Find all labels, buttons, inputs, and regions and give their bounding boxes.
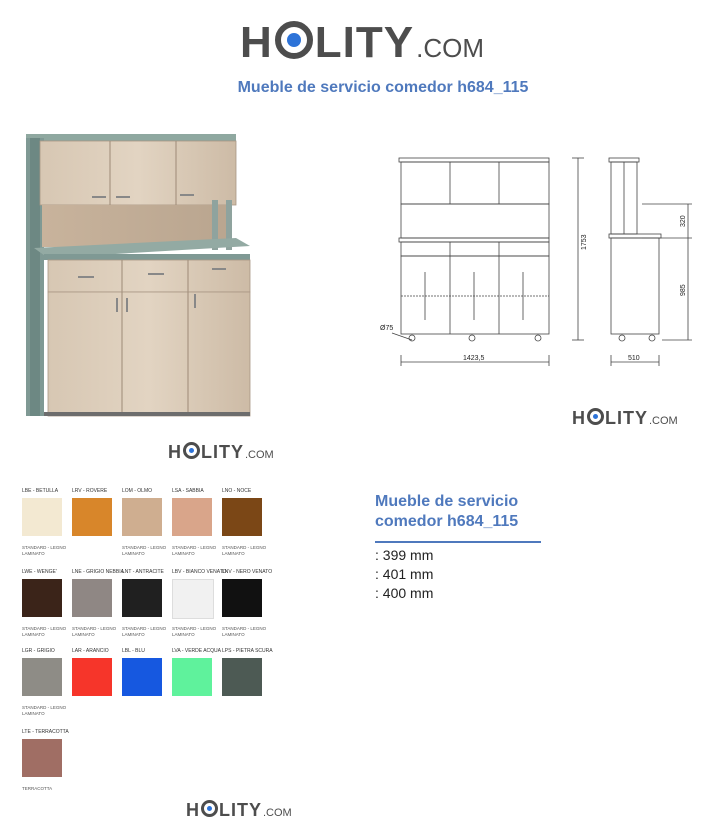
swatch-note: STANDARD - LEGNO LAMINATO [172, 626, 217, 637]
spec-list [375, 546, 433, 603]
dim-wheel: Ø75 [380, 325, 394, 332]
color-swatch[interactable] [222, 658, 262, 696]
swatch-label: LBV - BIANCO VENATO [172, 569, 227, 575]
color-swatch[interactable] [172, 579, 214, 619]
color-swatch[interactable] [22, 739, 62, 777]
color-swatch[interactable] [22, 498, 62, 536]
color-swatch[interactable] [72, 658, 112, 696]
dim-lower: 985 [680, 284, 687, 296]
dim-depth: 510 [628, 355, 640, 362]
color-swatch[interactable] [222, 579, 262, 617]
swatch-note: STANDARD - LEGNO LAMINATO [22, 626, 67, 637]
swatch-label: LGR - GRIGIO [22, 648, 55, 654]
spec-line: : 401 mm [375, 566, 434, 582]
swatch-note: STANDARD - LEGNO LAMINATO [122, 545, 167, 556]
color-swatch[interactable] [222, 498, 262, 536]
color-swatch[interactable] [22, 579, 62, 617]
swatch-label: LVA - VERDE ACQUA [172, 648, 221, 654]
spec-divider [375, 541, 541, 543]
swatch-label: LAR - ARANCIO [72, 648, 109, 654]
logo-o-icon [275, 21, 313, 59]
holity-logo-swatches: H LITY .COM [186, 800, 292, 820]
swatch-label: LOM - OLMO [122, 488, 153, 494]
swatch-note: STANDARD - LEGNO LAMINATO [22, 545, 67, 556]
holity-logo-drawing: H LITY .COM [572, 408, 678, 428]
swatch-note: STANDARD - LEGNO LAMINATO [72, 626, 117, 637]
spec-title: Mueble de servicio comedor h684_115 [375, 493, 519, 530]
swatch-label: LBE - BETULLA [22, 488, 59, 494]
swatch-label: LPS - PIETRA SCURA [222, 648, 273, 654]
swatch-note: STANDARD - LEGNO LAMINATO [122, 626, 167, 637]
color-swatch[interactable] [22, 658, 62, 696]
swatch-label: LRV - ROVERE [72, 488, 108, 494]
swatch-note: TERRACOTTA [22, 786, 53, 791]
swatch-label: LNO - NOCE [222, 488, 252, 494]
swatch-label: LBL - BLU [122, 648, 145, 654]
dim-width: 1423,5 [463, 355, 485, 362]
color-swatch[interactable] [122, 498, 162, 536]
color-swatch[interactable] [72, 498, 112, 536]
swatch-label: LNV - NERO VENATO [222, 569, 273, 575]
swatch-note: STANDARD - LEGNO LAMINATO [222, 626, 267, 637]
logo-o-icon [201, 800, 218, 817]
holity-logo-small: H LITY .COM [168, 442, 274, 462]
color-swatch[interactable] [122, 579, 162, 617]
swatch-label: LSA - SABBIA [172, 488, 204, 494]
swatch-note: STANDARD - LEGNO LAMINATO [172, 545, 217, 556]
swatch-note: STANDARD - LEGNO LAMINATO [22, 705, 67, 716]
swatch-label: LNT - ANTRACITE [122, 569, 164, 575]
swatch-label: LTE - TERRACOTTA [22, 729, 69, 735]
color-swatch[interactable] [172, 658, 212, 696]
page-title: Mueble de servicio comedor h684_115 [237, 79, 529, 96]
product-photo [22, 130, 254, 422]
logo-o-icon [183, 442, 200, 459]
swatch-label: LWE - WENGE' [22, 569, 57, 575]
color-swatch[interactable] [172, 498, 212, 536]
swatch-note: STANDARD - LEGNO LAMINATO [222, 545, 267, 556]
logo-o-icon [587, 408, 604, 425]
holity-logo[interactable]: H LITY .COM [240, 18, 484, 67]
spec-line: : 399 mm [375, 547, 434, 563]
technical-drawing [372, 150, 702, 372]
color-swatch[interactable] [72, 579, 112, 617]
spec-line: : 400 mm [375, 585, 434, 601]
dim-upper: 320 [680, 215, 687, 227]
swatch-label: LNE - GRIGIO NEBBIA [72, 569, 124, 575]
dim-height: 1753 [581, 234, 588, 250]
color-swatch[interactable] [122, 658, 162, 696]
